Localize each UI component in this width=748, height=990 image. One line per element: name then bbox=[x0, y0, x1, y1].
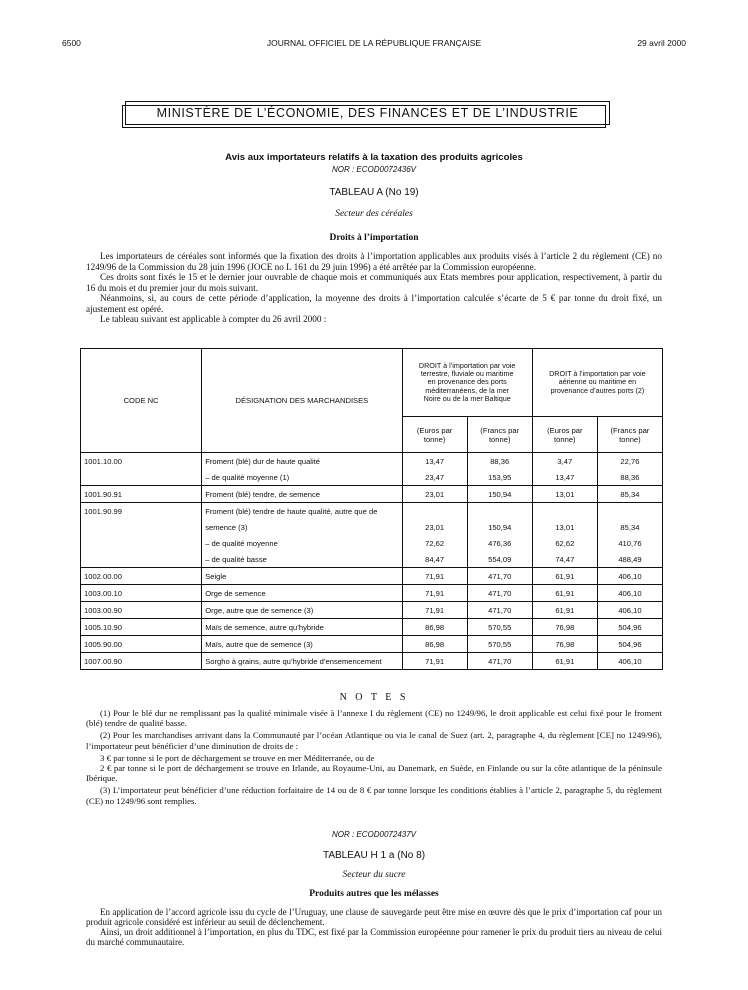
droit-francs: 570,55 bbox=[488, 622, 512, 632]
code-nc: 1003.00.90 bbox=[84, 605, 123, 615]
droit-euros: 71,91 bbox=[425, 571, 445, 581]
intro-paragraph: Le tableau suivant est applicable à compter du 26 avril 2000 : bbox=[100, 314, 327, 324]
journal-title: JOURNAL OFFICIEL DE LA RÉPUBLIQUE FRANÇAISE bbox=[266, 38, 482, 48]
secteur-cereales: Secteur des céréales bbox=[335, 209, 413, 219]
droit-francs: 406,10 bbox=[618, 656, 642, 666]
intro-paragraph: Les importateurs de céréales sont informés que la fixation des droits à l’importation applicables aux produits visés à l’article 2 du règlement (CE) no 1249/96 de la Commission du 28 juin 1996 (JOCE no L 161 du 29 juin 1996) a été arrêtée par la Commission européenne. bbox=[86, 251, 662, 272]
droit-euros: 3,47 bbox=[557, 456, 573, 466]
table-row bbox=[81, 568, 663, 585]
droit-francs: 85,34 bbox=[620, 489, 640, 499]
table-row bbox=[81, 602, 663, 619]
droit-francs: 410,76 bbox=[618, 538, 642, 548]
subheader-francs: (Francs par tonne) bbox=[597, 417, 662, 453]
droit-francs: 406,10 bbox=[618, 571, 642, 581]
code-nc-cell bbox=[81, 453, 202, 486]
code-nc: 1005.10.90 bbox=[84, 622, 123, 632]
droit-euros bbox=[406, 503, 464, 519]
francs-cell bbox=[597, 636, 662, 653]
code-nc: 1003.00.10 bbox=[84, 588, 123, 598]
code-nc-cell bbox=[81, 619, 202, 636]
francs-cell bbox=[597, 486, 662, 503]
francs-cell bbox=[467, 486, 532, 503]
euros-cell bbox=[402, 636, 467, 653]
note-paragraph: (3) L’importateur peut bénéficier d’une réduction forfaitaire de 14 ou de 8 € par tonne lorsque les conditions établies à l’article 2, paragraphe 5, du règlement (CE) no 1249/96 sont remplies. bbox=[86, 785, 662, 806]
droit-francs: 406,10 bbox=[618, 605, 642, 615]
droit-euros: 62,62 bbox=[555, 538, 575, 548]
designation-cell bbox=[202, 453, 402, 486]
intro-text bbox=[86, 251, 662, 325]
designation: Sorgho à grains, autre qu’hybride d’ensemencement bbox=[205, 656, 382, 666]
droit-euros: 76,98 bbox=[555, 622, 575, 632]
droit-euros: 13,47 bbox=[555, 472, 575, 482]
euros-cell bbox=[532, 653, 597, 670]
subheader-francs: (Francs par tonne) bbox=[467, 417, 532, 453]
droit-euros: 13,47 bbox=[425, 456, 445, 466]
designation-cell bbox=[202, 503, 402, 568]
tariff-table-body bbox=[81, 453, 663, 670]
droit-francs: 22,76 bbox=[620, 456, 640, 466]
col-header-droit-autres-ports: DROIT à l’importation par voie aérienne ou maritime en provenance d’autres ports (2) bbox=[532, 349, 662, 417]
table-row bbox=[81, 453, 663, 486]
code-nc-cell bbox=[81, 486, 202, 503]
intro-paragraph: Ces droits sont fixés le 15 et le dernier jour ouvrable de chaque mois et communiqués aux Etats membres pour application, respectivement, à partir du 16 du mois et du premier jour du mois suivant. bbox=[86, 272, 662, 293]
note-paragraph: 2 € par tonne si le port de déchargement se trouve en Irlande, au Royaume-Uni, au Danemark, en Suède, en Finlande ou sur la côte atlantique de la péninsule Ibérique. bbox=[86, 763, 662, 784]
tableau-a-title: TABLEAU A (No 19) bbox=[329, 187, 419, 198]
droit-francs: 88,36 bbox=[620, 472, 640, 482]
droit-francs: 504,96 bbox=[618, 622, 642, 632]
droit-euros: 71,91 bbox=[425, 605, 445, 615]
code-nc-cell bbox=[81, 568, 202, 585]
droit-francs: 471,70 bbox=[488, 605, 512, 615]
col-header-droit-ports-mediterraneens: DROIT à l’importation par voie terrestre, fluviale ou maritime en provenance des ports méditerranéens, de la mer Noire ou de la mer Baltique bbox=[402, 349, 532, 417]
droit-euros: 84,47 bbox=[425, 554, 445, 564]
francs-cell bbox=[467, 503, 532, 568]
francs-cell bbox=[467, 653, 532, 670]
col-header-code: CODE NC bbox=[81, 349, 202, 453]
droit-euros: 61,91 bbox=[555, 588, 575, 598]
table-row bbox=[81, 619, 663, 636]
designation: Orge, autre que de semence (3) bbox=[205, 605, 314, 615]
produits-heading: Produits autres que les mélasses bbox=[309, 889, 439, 899]
note-paragraph: 3 € par tonne si le port de déchargement se trouve en mer Méditerranée, ou de bbox=[100, 752, 375, 763]
francs-cell bbox=[597, 453, 662, 486]
francs-cell bbox=[467, 453, 532, 486]
notes-title: N O T E S bbox=[339, 692, 409, 703]
euros-cell bbox=[402, 619, 467, 636]
outro-paragraph: En application de l’accord agricole issu du cycle de l’Uruguay, une clause de sauvegarde peut être mise en œuvre dès que le prix d’importation caf pour un produit agricole considéré est inférieur au seuil de déclenchement. bbox=[86, 907, 662, 927]
droit-euros: 13,01 bbox=[555, 489, 575, 499]
designation: – de qualité moyenne (1) bbox=[205, 472, 290, 482]
francs-cell bbox=[597, 585, 662, 602]
tableau-h-nor: NOR : ECOD0072437V bbox=[331, 830, 417, 839]
table-row bbox=[81, 486, 663, 503]
avis-nor: NOR : ECOD0072436V bbox=[331, 165, 417, 174]
code-nc: 1001.90.91 bbox=[84, 489, 123, 499]
droit-francs: 153,95 bbox=[488, 472, 512, 482]
francs-cell bbox=[597, 503, 662, 568]
droit-euros: 86,98 bbox=[425, 622, 445, 632]
droit-francs: 88,36 bbox=[490, 456, 510, 466]
droit-francs: 85,34 bbox=[620, 522, 640, 532]
code-nc-cell bbox=[81, 503, 202, 568]
designation-cell bbox=[202, 585, 402, 602]
code-nc-cell bbox=[81, 636, 202, 653]
table-row bbox=[81, 636, 663, 653]
euros-cell bbox=[402, 453, 467, 486]
droit-francs: 476,36 bbox=[488, 538, 512, 548]
designation: Seigle bbox=[205, 571, 227, 581]
droit-euros bbox=[536, 503, 594, 519]
designation: Froment (blé) tendre, de semence bbox=[205, 489, 321, 499]
euros-cell bbox=[532, 636, 597, 653]
code-nc: 1005.90.00 bbox=[84, 639, 123, 649]
issue-date: 29 avril 2000 bbox=[637, 38, 686, 48]
euros-cell bbox=[532, 453, 597, 486]
francs-cell bbox=[467, 636, 532, 653]
code-nc-cell bbox=[81, 653, 202, 670]
droit-francs: 471,70 bbox=[488, 571, 512, 581]
francs-cell bbox=[597, 602, 662, 619]
designation-cell bbox=[202, 619, 402, 636]
euros-cell bbox=[532, 602, 597, 619]
francs-cell bbox=[597, 619, 662, 636]
table-row bbox=[81, 503, 663, 568]
droit-francs: 554,09 bbox=[488, 554, 512, 564]
outro-paragraph: Ainsi, un droit additionnel à l’importation, en plus du TDC, est fixé par la Commission européenne pour ramener le prix du produit tiers au niveau de celui du marché communautaire. bbox=[86, 927, 662, 947]
intro-paragraph: Néanmoins, si, au cours de cette période d’application, la moyenne des droits à l’importation calculée s’écarte de 5 € par tonne du droit fixé, un ajustement est opéré. bbox=[86, 293, 662, 314]
designation-cell bbox=[202, 636, 402, 653]
avis-title: Avis aux importateurs relatifs à la taxation des produits agricoles bbox=[225, 152, 523, 163]
designation-cell bbox=[202, 486, 402, 503]
droit-euros: 61,91 bbox=[555, 656, 575, 666]
designation: Maïs, autre que de semence (3) bbox=[205, 639, 313, 649]
droit-francs: 471,70 bbox=[488, 656, 512, 666]
droit-francs: 150,94 bbox=[488, 489, 512, 499]
designation-cell bbox=[202, 653, 402, 670]
euros-cell bbox=[402, 602, 467, 619]
droit-francs: 150,94 bbox=[488, 522, 512, 532]
code-nc: 1007.00.90 bbox=[84, 656, 123, 666]
page-number: 6500 bbox=[62, 38, 81, 48]
designation: Orge de semence bbox=[205, 588, 266, 598]
designation: Froment (blé) tendre de haute qualité, autre que de bbox=[205, 506, 378, 516]
note-paragraph: (2) Pour les marchandises arrivant dans la Communauté par l’océan Atlantique ou via le canal de Suez (art. 2, paragraphe 4, du règlement [CE] no 1249/96), l’importateur peut bénéficier d’une diminution de droits de : bbox=[86, 730, 662, 751]
secteur-sucre: Secteur du sucre bbox=[342, 870, 406, 880]
designation: – de qualité moyenne bbox=[205, 538, 278, 548]
euros-cell bbox=[532, 619, 597, 636]
euros-cell bbox=[402, 568, 467, 585]
code-nc: 1002.00.00 bbox=[84, 571, 123, 581]
francs-cell bbox=[467, 602, 532, 619]
note-paragraph: (1) Pour le blé dur ne remplissant pas la qualité minimale visée à l’annexe I du règlement (CE) no 1249/96, le droit applicable est celui fixé pour le froment (blé) tendre de qualité basse. bbox=[86, 708, 662, 729]
francs-cell bbox=[597, 653, 662, 670]
code-nc: 1001.10.00 bbox=[84, 456, 123, 466]
droit-euros: 74,47 bbox=[555, 554, 575, 564]
euros-cell bbox=[532, 486, 597, 503]
droit-francs: 488,49 bbox=[618, 554, 642, 564]
designation: semence (3) bbox=[205, 522, 248, 532]
euros-cell bbox=[402, 653, 467, 670]
droit-euros: 71,91 bbox=[425, 588, 445, 598]
tableau-h-title: TABLEAU H 1 a (No 8) bbox=[322, 850, 426, 861]
droit-francs: 471,70 bbox=[488, 588, 512, 598]
tariff-table bbox=[80, 348, 663, 670]
droit-francs bbox=[471, 503, 529, 519]
table-row bbox=[81, 653, 663, 670]
euros-cell bbox=[402, 585, 467, 602]
code-nc-cell bbox=[81, 602, 202, 619]
designation-cell bbox=[202, 568, 402, 585]
droit-francs: 406,10 bbox=[618, 588, 642, 598]
droit-francs: 504,96 bbox=[618, 639, 642, 649]
droit-euros: 72,62 bbox=[425, 538, 445, 548]
francs-cell bbox=[467, 585, 532, 602]
euros-cell bbox=[532, 568, 597, 585]
outro-text bbox=[86, 907, 662, 947]
designation: Froment (blé) dur de haute qualité bbox=[205, 456, 321, 466]
droit-euros: 13,01 bbox=[555, 522, 575, 532]
subheader-euros: (Euros par tonne) bbox=[402, 417, 467, 453]
table-row bbox=[81, 585, 663, 602]
francs-cell bbox=[467, 568, 532, 585]
droits-importation-heading: Droits à l’importation bbox=[329, 233, 419, 243]
ministry-title: MINISTÈRE DE L’ÉCONOMIE, DES FINANCES ET DE L’INDUSTRIE bbox=[125, 101, 610, 125]
designation: Maïs de semence, autre qu’hybride bbox=[205, 622, 324, 632]
droit-francs bbox=[601, 503, 659, 519]
droit-euros: 76,98 bbox=[555, 639, 575, 649]
designation-cell bbox=[202, 602, 402, 619]
droit-euros: 71,91 bbox=[425, 656, 445, 666]
droit-euros: 61,91 bbox=[555, 605, 575, 615]
droit-euros: 23,47 bbox=[425, 472, 445, 482]
droit-euros: 86,98 bbox=[425, 639, 445, 649]
droit-francs: 570,55 bbox=[488, 639, 512, 649]
euros-cell bbox=[402, 503, 467, 568]
francs-cell bbox=[467, 619, 532, 636]
col-header-designation: DÉSIGNATION DES MARCHANDISES bbox=[202, 349, 402, 453]
code-nc-cell bbox=[81, 585, 202, 602]
francs-cell bbox=[597, 568, 662, 585]
droit-euros: 23,01 bbox=[425, 489, 445, 499]
euros-cell bbox=[532, 585, 597, 602]
subheader-euros: (Euros par tonne) bbox=[532, 417, 597, 453]
droit-euros: 61,91 bbox=[555, 571, 575, 581]
notes-block bbox=[86, 708, 662, 808]
euros-cell bbox=[402, 486, 467, 503]
code-nc: 1001.90.99 bbox=[84, 506, 123, 516]
euros-cell bbox=[532, 503, 597, 568]
droit-euros: 23,01 bbox=[425, 522, 445, 532]
designation: – de qualité basse bbox=[205, 554, 267, 564]
